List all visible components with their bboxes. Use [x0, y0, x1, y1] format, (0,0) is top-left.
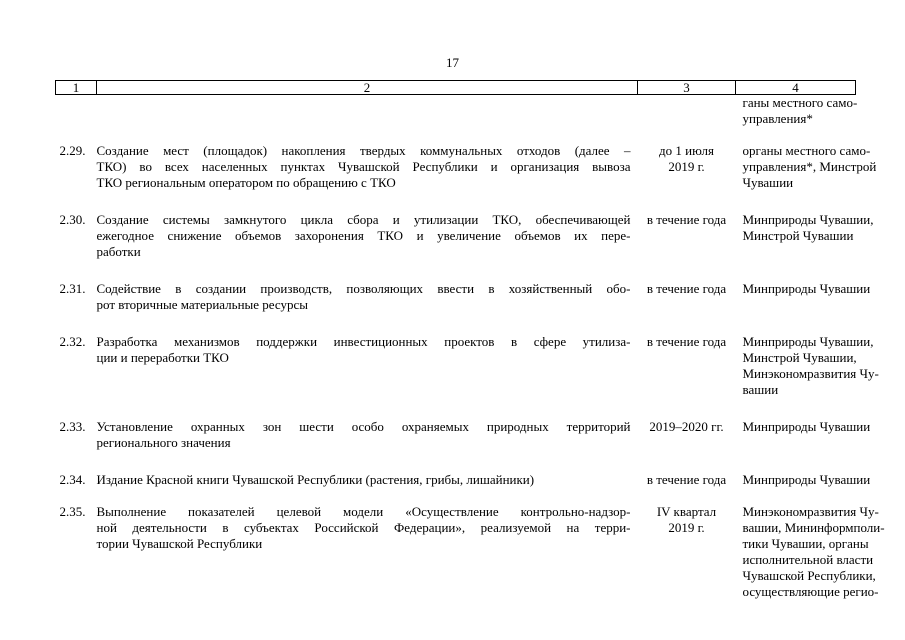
table-row [56, 488, 856, 600]
cell-line: ции и переработки ТКО [96, 350, 229, 365]
row-number: 2.34. [59, 472, 86, 487]
cell-line: ТКО региональным оператором по обращению с ТКО [96, 175, 396, 190]
cell-line: Издание Красной книги Чувашской Республики (растения, грибы, лишайники) [96, 472, 535, 487]
cell-line: вашии [742, 382, 779, 397]
table-row [56, 313, 856, 398]
table-row [56, 127, 856, 191]
cell-line: работки [96, 244, 141, 259]
cell-line: Минприроды Чувашии [742, 281, 871, 296]
page-number: 17 [446, 55, 459, 70]
table-row [56, 398, 856, 451]
cell-line: Разработка механизмов поддержки инвестиционных проектов в сфере утилиза- [96, 334, 631, 349]
cell-line: в течение года [646, 472, 727, 487]
row-activity [97, 260, 638, 313]
table-row [56, 191, 856, 260]
cell-line: Установление охранных зон шести особо охраняемых природных территорий [96, 419, 631, 434]
row-activity [97, 95, 638, 128]
cell-line: в течение года [646, 334, 727, 349]
row-activity [97, 488, 638, 600]
row-number: 2.31. [59, 281, 86, 296]
cell-line: Минприроды Чувашии, [742, 212, 874, 227]
table-row [56, 451, 856, 488]
row-executor [736, 191, 874, 260]
row-activity [97, 451, 638, 488]
cell-line: ной деятельности в субъектах Российской Федерации», реализуемой на терри- [96, 520, 631, 535]
cell-line: 2019–2020 гг. [649, 419, 724, 434]
cell-line: Выполнение показателей целевой модели «Осуществление контрольно-надзор- [96, 504, 631, 519]
cell-line: в течение года [646, 281, 727, 296]
cell-line: Минстрой Чувашии, [742, 350, 857, 365]
cell-line: управления*, Минстрой [742, 159, 877, 174]
row-number [56, 95, 97, 128]
table-row [56, 260, 856, 313]
row-deadline [638, 313, 736, 398]
row-executor [736, 260, 871, 313]
row-activity [97, 398, 638, 451]
cell-line: ежегодное снижение объемов захоронения ТКО и увеличение объемов их пере- [96, 228, 631, 243]
cell-line: Минстрой Чувашии [742, 228, 854, 243]
cell-line: Чувашии [742, 175, 794, 190]
cell-line: Содействие в создании производств, позволяющих ввести в хозяйственный обо- [96, 281, 631, 296]
cell-line: рот вторичные материальные ресурсы [96, 297, 308, 312]
cell-line: IV квартал [656, 504, 717, 519]
row-number: 2.35. [59, 504, 86, 519]
row-deadline [638, 127, 736, 191]
table-row-carryover [56, 95, 856, 128]
cell-line: Создание мест (площадок) накопления твердых коммунальных отходов (далее – [96, 143, 631, 158]
row-number: 2.33. [59, 419, 86, 434]
plan-table [55, 79, 885, 600]
cell-line: регионального значения [96, 435, 231, 450]
cell-line: Минприроды Чувашии [742, 472, 871, 487]
row-number: 2.29. [59, 143, 86, 158]
cell-line: до 1 июля [659, 143, 714, 158]
cell-line: управления* [742, 111, 813, 126]
cell-line: вашии, Мининформполи- [742, 520, 885, 535]
row-executor [736, 95, 856, 128]
cell-line: Минприроды Чувашии [742, 419, 871, 434]
cell-line: исполнительной власти [742, 552, 874, 567]
cell-line: 2019 г. [668, 159, 705, 174]
cell-line: 2019 г. [668, 520, 705, 535]
cell-line: Минприроды Чувашии, [742, 334, 874, 349]
cell-line: тории Чувашской Республики [96, 536, 263, 551]
row-deadline [638, 260, 736, 313]
row-activity [97, 127, 638, 191]
cell-line: в течение года [646, 212, 727, 227]
row-executor [736, 127, 877, 191]
row-deadline [638, 451, 736, 488]
row-executor [736, 451, 871, 488]
column-header-executor: 4 [736, 81, 856, 95]
cell-line: органы местного само- [742, 143, 871, 158]
cell-line: Минэкономразвития Чу- [742, 366, 879, 381]
cell-line: тики Чувашии, органы [742, 536, 869, 551]
cell-line: Минэкономразвития Чу- [742, 504, 879, 519]
row-activity [97, 313, 638, 398]
row-executor [736, 488, 885, 600]
row-activity [97, 191, 638, 260]
cell-line: ганы местного само- [742, 95, 858, 110]
cell-line: осуществляющие регио- [742, 584, 879, 599]
column-header-deadline: 3 [638, 81, 736, 95]
row-number: 2.32. [59, 334, 86, 349]
cell-line: Чувашской Республики, [742, 568, 876, 583]
column-header-number: 1 [56, 81, 97, 95]
row-deadline [638, 191, 736, 260]
row-deadline [638, 398, 736, 451]
column-header-activity: 2 [97, 81, 638, 95]
row-deadline [638, 488, 736, 600]
cell-line: ТКО) во всех населенных пунктах Чувашской Республики и организация вывоза [96, 159, 631, 174]
row-executor [736, 313, 879, 398]
table-header-row [56, 81, 856, 95]
row-executor [736, 398, 871, 451]
row-number: 2.30. [59, 212, 86, 227]
row-deadline [638, 95, 736, 128]
cell-line: Создание системы замкнутого цикла сбора и утилизации ТКО, обеспечивающей [96, 212, 631, 227]
